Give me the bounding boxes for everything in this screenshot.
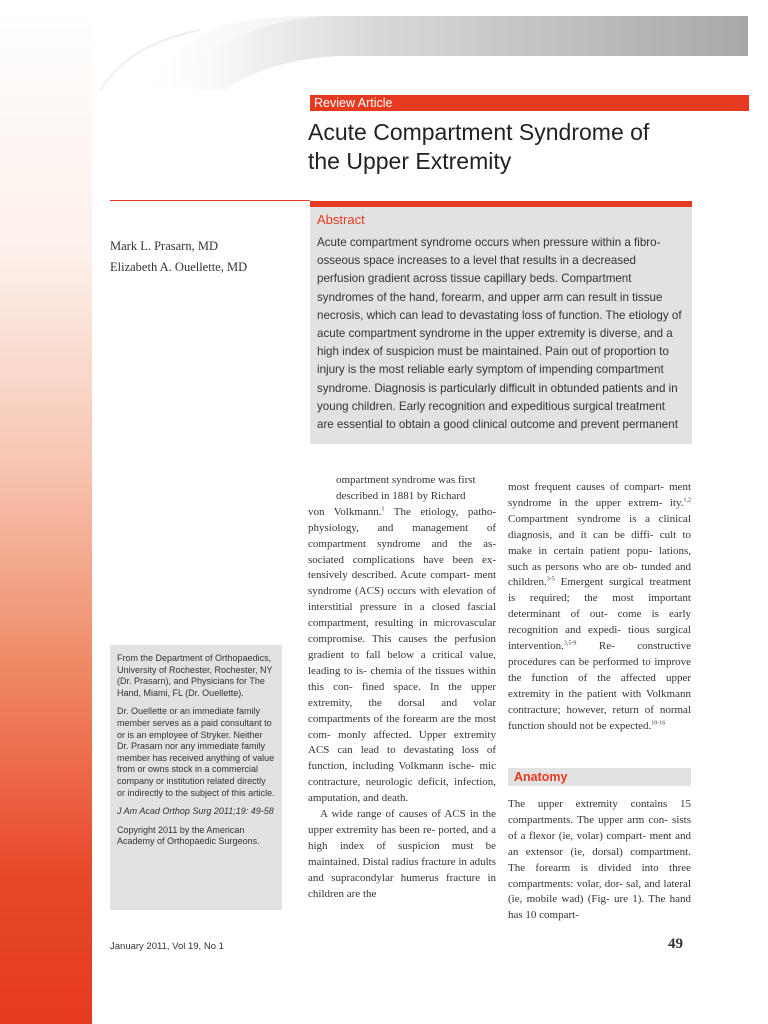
copyright-text: Copyright 2011 by the American Academy of Orthopaedic Surgeons. xyxy=(117,824,260,847)
abstract-text: Acute compartment syndrome occurs when pressure within a fibro- osseous space increases to a level that results in a decreased perfusion gradient across tissue capillary beds. Compartment syndromes of the hand, forearm, and upper arm can result in tissue necrosis, which can lead to devastating loss of function. The etiology of acute compartment syndrome in the upper extremity is diverse, and a high index of suspicion must be maintained. Pain out of proportion to injury is the most reliable early symptom of impending compartment syndrome. Diagnosis is particularly difficult in obtunded patients and in young children. Early recognition and expeditious surgical treatment are essential to obtain a good clinical outcome and prevent permanent xyxy=(317,236,682,432)
author-list xyxy=(110,236,247,278)
decorative-header-banner xyxy=(0,0,768,90)
footer-issue: January 2011, Vol 19, No 1 xyxy=(110,941,224,952)
reference-marker[interactable]: 10-16 xyxy=(651,719,666,726)
anatomy-text-column xyxy=(508,797,691,924)
body-paragraph xyxy=(508,480,691,735)
body-column-2 xyxy=(508,480,691,735)
body-text: Emergent surgical treatment is required; the most important determinant of out- come is early recognition and expedi- tious surgical intervention. xyxy=(508,576,691,653)
body-paragraph: The upper extremity contains 15 compartments. The upper arm con- sists of a flexor (ie, volar) compart- ment and an extensor (ie, dorsal) compartment. The forearm is divided into three compartments: volar, dor- sal, and lateral (ie, mobile wad) (Fig- ure 1). The hand has 10 compart- xyxy=(508,798,691,922)
body-text: most frequent causes of compart- ment syndrome in the upper extrem- ity. xyxy=(508,481,691,509)
page-number: 49 xyxy=(668,936,683,952)
body-opening-line: described in 1881 by Richard xyxy=(336,489,466,502)
body-text: Re- constructive procedures can be performed to improve the function of the affected upper extremity in the patient with Volkmann contracture; however, return of normal function should not be expected. xyxy=(508,640,691,732)
section-tag: Review Article xyxy=(310,95,749,111)
reference-marker[interactable]: 3,5-9 xyxy=(563,640,577,647)
body-text: Compartment syndrome is a clinical diagnosis, and it can be diffi- cult to make in certain patient popu- lations, such as persons who are ob- tunded and children. xyxy=(508,512,691,589)
abstract-heading: Abstract xyxy=(317,212,365,227)
authors-divider xyxy=(110,200,310,201)
abstract-panel xyxy=(310,207,692,444)
body-paragraph xyxy=(308,505,496,807)
decorative-side-gradient xyxy=(0,0,92,1024)
body-paragraph: A wide range of causes of ACS in the upper extremity has been re- ported, and a high index of suspicion must be maintained. Distal radius fracture in adults and supracondylar humerus fracture in children are the xyxy=(308,808,496,900)
author-name: Mark L. Prasarn, MD xyxy=(110,239,218,253)
article-title xyxy=(308,118,728,176)
reference-marker[interactable]: 1 xyxy=(381,506,385,513)
section-heading-anatomy: Anatomy xyxy=(508,768,691,786)
disclosure-text: Dr. Ouellette or an immediate family member serves as a paid consultant to or is an employee of Stryker. Neither Dr. Prasarn nor any immediate family member has received anything of value from or owns stock in a commercial company or institution related directly or indirectly to the subject of this article. xyxy=(117,706,275,798)
body-opening-line: ompartment syndrome was first xyxy=(336,474,476,486)
affiliation-text: From the Department of Orthopaedics, University of Rochester, Rochester, NY (Dr. Prasarn), and Physicians for The Hand, Miami, FL (Dr. Ouellette). xyxy=(117,653,273,698)
title-line-2: the Upper Extremity xyxy=(308,148,512,174)
reference-marker[interactable]: 1,2 xyxy=(683,497,691,504)
title-line-1: Acute Compartment Syndrome of xyxy=(308,119,650,145)
body-text: von Volkmann. xyxy=(308,505,382,518)
body-column-1 xyxy=(308,473,496,902)
author-name: Elizabeth A. Ouellette, MD xyxy=(110,260,248,274)
affiliation-panel xyxy=(110,645,282,910)
reference-marker[interactable]: 3-5 xyxy=(546,576,555,583)
body-text: The etiology, patho- physiology, and management of compartment syndrome and the as- sociated complications have been ex- tensively described. Acute compart- ment syndrome (ACS) occurs with elevation of interstitial pressure in a closed fascial compartment, resulting in microvascular compromise. This causes the perfusion gradient to fall below a critical value, leading to is- chemia of the tissues within this con- fined space. In the upper extremity, the dorsal and volar compartments of the forearm are the most com- monly affected. Upper extremity ACS can lead to devastating loss of function, including Volkmann ische- mic contracture, neurologic deficit, infection, amputation, and death. xyxy=(308,505,496,805)
journal-citation: J Am Acad Orthop Surg 2011;19: 49-58 xyxy=(117,806,274,817)
banner-graphic xyxy=(0,0,768,90)
